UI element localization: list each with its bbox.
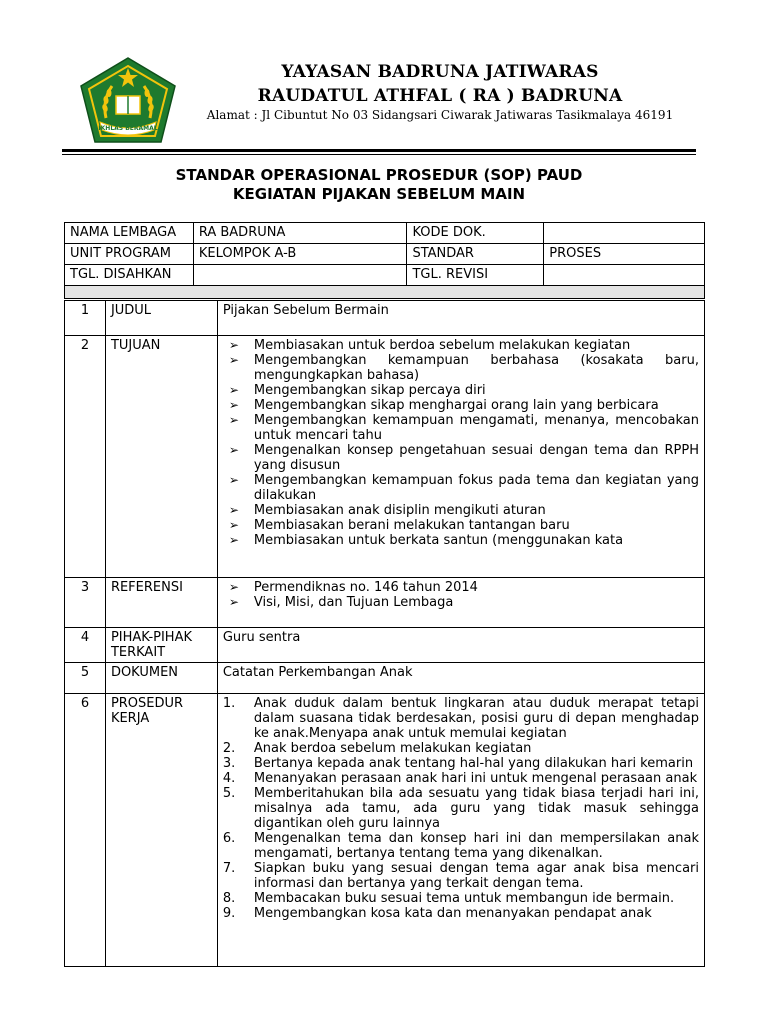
unit-program-value: KELOMPOK A-B xyxy=(193,244,407,265)
table-row-judul xyxy=(65,301,705,336)
standar-label: STANDAR xyxy=(407,244,544,265)
school-address: Alamat : Jl Cibuntut No 03 Sidangsari Ciwarak Jatiwaras Tasikmalaya 46191 xyxy=(206,108,674,122)
list-item: 5. Memberitahukan bila ada sesuatu yang tidak biasa terjadi hari ini, misalnya ada tamu, ada guru yang tidak masuk sehingga digantikan oleh guru lainnya xyxy=(222,786,699,831)
list-item: ➢ Mengenalkan konsep pengetahuan sesuai dengan tema dan RPPH yang disusun xyxy=(223,443,699,473)
list-item: 8. Membacakan buku sesuai tema untuk membangun ide bermain. xyxy=(222,891,675,906)
document-title: STANDAR OPERASIONAL PROSEDUR (SOP) PAUD xyxy=(175,166,583,184)
list-item: ➢ Permendiknas no. 146 tahun 2014 xyxy=(223,580,699,595)
separator-band xyxy=(65,286,705,299)
list-item: ➢ Membiasakan untuk berdoa sebelum melakukan kegiatan xyxy=(223,338,699,353)
table-row-referensi xyxy=(65,578,705,628)
ministry-logo xyxy=(78,56,178,144)
row-number: 1 xyxy=(65,301,106,336)
row-label: PIHAK-PIHAK TERKAIT xyxy=(105,628,217,663)
header-divider xyxy=(62,149,696,152)
row-number: 5 xyxy=(65,663,106,694)
logo-motto: IKHLAS BERAMAL xyxy=(98,125,158,132)
tujuan-list xyxy=(223,338,699,548)
list-item: ➢ Mengembangkan sikap percaya diri xyxy=(223,383,699,398)
list-item: ➢ Membiasakan untuk berkata santun (menggunakan kata xyxy=(223,533,699,548)
list-item: ➢ Mengembangkan kemampuan fokus pada tema dan kegiatan yang dilakukan xyxy=(223,473,699,503)
table-row-dokumen xyxy=(65,663,705,694)
list-item: ➢ Membiasakan berani melakukan tantangan baru xyxy=(223,518,699,533)
table-row-pihak xyxy=(65,628,705,663)
prosedur-list xyxy=(223,696,699,921)
row-content xyxy=(217,336,704,578)
list-item: 3. Bertanya kepada anak tentang hal-hal yang dilakukan hari kemarin xyxy=(222,756,694,771)
list-item: 6. Mengenalkan tema dan konsep hari ini dan mempersilakan anak mengamati, bertanya tentang tema yang dikenalkan. xyxy=(222,831,699,861)
row-number: 6 xyxy=(65,694,106,967)
list-item: 1. Anak duduk dalam bentuk lingkaran atau duduk merapat tetapi dalam suasana tidak berdesakan, posisi guru di depan menghadap ke anak.Menyapa anak untuk memulai kegiatan xyxy=(222,696,699,741)
list-item: 2. Anak berdoa sebelum melakukan kegiatan xyxy=(222,741,532,756)
row-value: Pijakan Sebelum Bermain xyxy=(217,301,704,336)
table-row xyxy=(65,265,705,286)
row-label: REFERENSI xyxy=(105,578,217,628)
nama-lembaga-label: NAMA LEMBAGA xyxy=(65,223,194,244)
header-divider-thin xyxy=(62,154,696,155)
row-content xyxy=(217,578,704,628)
referensi-list xyxy=(223,580,699,610)
row-label: TUJUAN xyxy=(105,336,217,578)
unit-program-label: UNIT PROGRAM xyxy=(65,244,194,265)
nama-lembaga-value: RA BADRUNA xyxy=(193,223,407,244)
row-label: JUDUL xyxy=(105,301,217,336)
row-label: PROSEDUR KERJA xyxy=(105,694,217,967)
list-item: ➢ Mengembangkan kemampuan berbahasa (kosakata baru, mengungkapkan bahasa) xyxy=(223,353,699,383)
metadata-table xyxy=(64,222,705,299)
list-item: 4. Menanyakan perasaan anak hari ini untuk mengenal perasaan anak xyxy=(222,771,698,786)
tgl-revisi-value xyxy=(544,265,705,286)
table-row-tujuan xyxy=(65,336,705,578)
document-subtitle: KEGIATAN PIJAKAN SEBELUM MAIN xyxy=(232,185,526,203)
school-name: RAUDATUL ATHFAL ( RA ) BADRUNA xyxy=(257,86,623,106)
table-row xyxy=(65,286,705,299)
row-value: Catatan Perkembangan Anak xyxy=(217,663,704,694)
table-row xyxy=(65,223,705,244)
list-item: ➢ Visi, Misi, dan Tujuan Lembaga xyxy=(223,595,699,610)
row-number: 4 xyxy=(65,628,106,663)
list-item: ➢ Mengembangkan kemampuan mengamati, menanya, mencobakan untuk mencari tahu xyxy=(223,413,699,443)
tgl-disahkan-value xyxy=(193,265,407,286)
list-item: 7. Siapkan buku yang sesuai dengan tema agar anak bisa mencari informasi dan bertanya yang terkait dengan tema. xyxy=(222,861,699,891)
table-row xyxy=(65,244,705,265)
row-value: Guru sentra xyxy=(217,628,704,663)
organization-name: YAYASAN BADRUNA JATIWARAS xyxy=(281,62,599,82)
tgl-disahkan-label: TGL. DISAHKAN xyxy=(65,265,194,286)
standar-value: PROSES xyxy=(544,244,705,265)
table-row-prosedur xyxy=(65,694,705,967)
list-item: 9. Mengembangkan kosa kata dan menanyakan pendapat anak xyxy=(222,906,652,921)
list-item: ➢ Membiasakan anak disiplin mengikuti aturan xyxy=(223,503,699,518)
row-number: 2 xyxy=(65,336,106,578)
row-content xyxy=(217,694,704,967)
kode-dok-value xyxy=(544,223,705,244)
tgl-revisi-label: TGL. REVISI xyxy=(407,265,544,286)
list-item: ➢ Mengembangkan sikap menghargai orang lain yang berbicara xyxy=(223,398,699,413)
kode-dok-label: KODE DOK. xyxy=(407,223,544,244)
sop-table xyxy=(64,300,705,967)
row-label: DOKUMEN xyxy=(105,663,217,694)
row-number: 3 xyxy=(65,578,106,628)
